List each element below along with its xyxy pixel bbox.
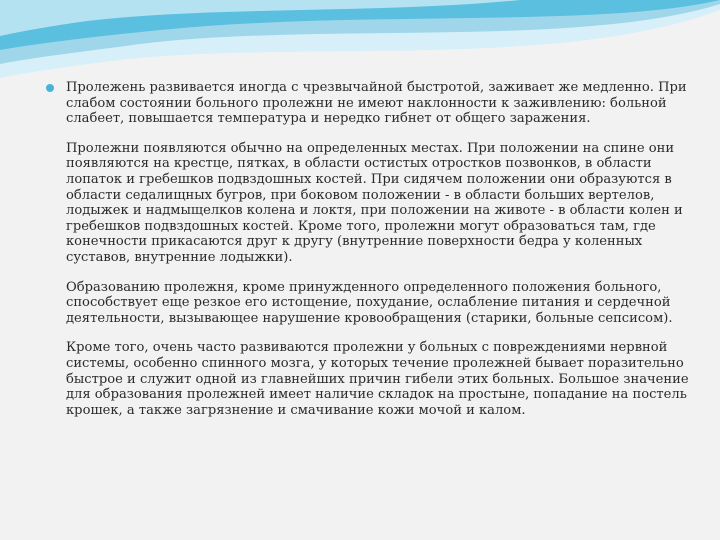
paragraph-4: Кроме того, очень часто развиваются пролежни у больных с повреждениями нервной системы, особенно спинного мозга, у которых течение пролежней бывает поразительно быстрое и служит одной из главнейших причин гибели этих больных. Большое значение для образования пролежней имеет наличие складок на простыне, попадание на постель крошек, а также загрязнение и смачивание кожи мочой и калом. [66, 340, 689, 418]
paragraph-2: Пролежни появляются обычно на определенных местах. При положении на спине они появляются на крестце, пятках, в области остистых отростков позвонков, в области лопаток и гребешков подвздошных костей. При сидячем положении они образуются в области седалищных бугров, при боковом положении - в области больших вертелов, лодыжек и надмыщелков колена и локтя, при положении на животе - в области колен и гребешков подвздошных костей. Кроме того, пролежни могут образоваться там, где конечности прикасаются друг к другу (внутренние поверхности бедра у коленных суставов, внутренние лодыжки). [66, 140, 683, 265]
paragraph-1-text: Пролежень развивается иногда с чрезвычайной быстротой, заживает же медленно. При слабом состоянии больного пролежни не имеют наклонности к заживлению: больной слабеет, повышается температура и нередко гибнет от общего заражения. [66, 80, 687, 127]
text-body [44, 80, 694, 432]
paragraph-3: Образованию пролежня, кроме принужденного определенного положения больного, способствует еще резкое его истощение, похудание, ослабление питания и сердечной деятельности, вызывающее нарушение кровообращения (старики, больные сепсисом). [66, 279, 673, 326]
bullet-icon [46, 84, 54, 92]
paragraph-1 [66, 80, 694, 127]
header-wave-decoration [0, 0, 720, 90]
